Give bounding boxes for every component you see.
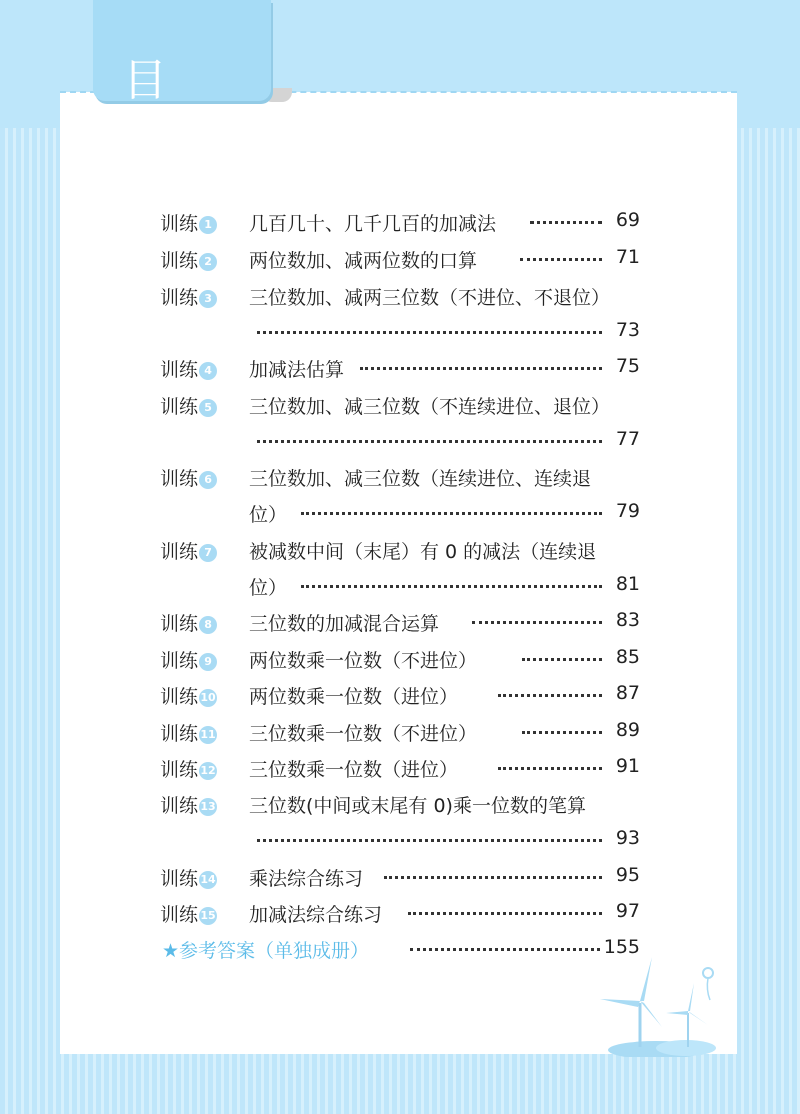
page-number: 85 [615, 646, 640, 668]
answer-key-entry[interactable] [162, 934, 640, 964]
toc-title: 乘法综合练习 [249, 868, 364, 890]
dot-leader [522, 731, 602, 734]
number-badge: 13 [199, 798, 217, 816]
toc-label: 训练 [160, 650, 199, 672]
dot-leader [257, 839, 602, 842]
toc-item-1[interactable] [160, 207, 640, 237]
toc-item-3[interactable] [160, 281, 640, 311]
toc-item-5-cont[interactable] [249, 426, 640, 456]
dot-leader [384, 876, 602, 879]
page-number: 91 [615, 755, 640, 777]
toc-label: 训练 [160, 213, 199, 235]
number-badge: 4 [199, 362, 217, 380]
toc-item-10[interactable] [160, 680, 640, 710]
dot-leader [498, 694, 602, 697]
dot-leader [520, 258, 602, 261]
toc-item-6-cont[interactable] [249, 498, 640, 528]
toc-title: 三位数(中间或末尾有 0)乘一位数的笔算 [249, 795, 586, 817]
toc-title: 三位数乘一位数（不进位） [249, 723, 478, 745]
answer-key-title: ★参考答案（单独成册） [162, 940, 370, 962]
number-badge: 12 [199, 762, 217, 780]
page-number: 79 [615, 500, 640, 522]
toc-label: 训练 [160, 795, 199, 817]
dot-leader [408, 912, 602, 915]
dot-leader [498, 767, 602, 770]
page-title: 目 录 [123, 55, 193, 170]
toc-label: 训练 [160, 686, 199, 708]
dot-leader [530, 221, 602, 224]
number-badge: 3 [199, 290, 217, 308]
toc-item-15[interactable] [160, 898, 640, 928]
page-number: 69 [615, 209, 640, 231]
number-badge: 7 [199, 544, 217, 562]
toc-label: 训练 [160, 868, 199, 890]
number-badge: 5 [199, 399, 217, 417]
dot-leader [257, 440, 602, 443]
page-number: 87 [615, 682, 640, 704]
toc-label: 训练 [160, 468, 199, 490]
toc-item-12[interactable] [160, 753, 640, 783]
page-number: 75 [615, 355, 640, 377]
number-badge: 11 [199, 726, 217, 744]
page-number: 71 [615, 246, 640, 268]
dot-leader [360, 367, 602, 370]
toc-label: 训练 [160, 287, 199, 309]
toc-item-13-cont[interactable] [249, 825, 640, 855]
title-tab [93, 0, 271, 170]
toc-title: 加减法估算 [249, 359, 345, 381]
toc-title: 两位数乘一位数（进位） [249, 686, 459, 708]
toc-item-13[interactable] [160, 789, 640, 819]
page-number: 81 [615, 573, 640, 595]
toc-title: 三位数加、减三位数（连续进位、连续退 [249, 468, 592, 490]
dot-leader [522, 658, 602, 661]
toc-title: 两位数乘一位数（不进位） [249, 650, 478, 672]
dot-leader [472, 621, 602, 624]
number-badge: 8 [199, 616, 217, 634]
page-number: 83 [615, 609, 640, 631]
toc-item-14[interactable] [160, 862, 640, 892]
number-badge: 15 [199, 907, 217, 925]
number-badge: 1 [199, 216, 217, 234]
page-number: 77 [615, 428, 640, 450]
page-number: 73 [615, 319, 640, 341]
toc-item-8[interactable] [160, 607, 640, 637]
toc-label: 训练 [160, 541, 199, 563]
toc-item-7-cont[interactable] [249, 571, 640, 601]
dot-leader [301, 512, 602, 515]
toc-title-cont: 位） [249, 577, 288, 599]
page-number: 97 [615, 900, 640, 922]
wind-turbine-icon [596, 955, 746, 1057]
toc-label: 训练 [160, 723, 199, 745]
toc-title: 几百几十、几千几百的加减法 [249, 213, 497, 235]
toc-label: 训练 [160, 904, 199, 926]
toc-label: 训练 [160, 250, 199, 272]
number-badge: 2 [199, 253, 217, 271]
toc-label: 训练 [160, 359, 199, 381]
toc-item-4[interactable] [160, 353, 640, 383]
toc-title: 三位数的加减混合运算 [249, 613, 440, 635]
toc-item-5[interactable] [160, 390, 640, 420]
toc-item-11[interactable] [160, 717, 640, 747]
number-badge: 14 [199, 871, 217, 889]
page-number: 93 [615, 827, 640, 849]
dot-leader [257, 331, 602, 334]
page-number: 89 [615, 719, 640, 741]
number-badge: 9 [199, 653, 217, 671]
toc-title: 三位数加、减两三位数（不进位、不退位） [249, 287, 611, 309]
toc-item-6[interactable] [160, 462, 640, 492]
toc-label: 训练 [160, 759, 199, 781]
page-number: 95 [615, 864, 640, 886]
toc-title: 两位数加、减两位数的口算 [249, 250, 478, 272]
number-badge: 6 [199, 471, 217, 489]
toc-title: 加减法综合练习 [249, 904, 383, 926]
toc-title: 三位数加、减三位数（不连续进位、退位） [249, 396, 611, 418]
toc-item-7[interactable] [160, 535, 640, 565]
page-number: 155 [603, 936, 640, 958]
toc-label: 训练 [160, 613, 199, 635]
toc-item-3-cont[interactable] [249, 317, 640, 347]
toc-item-9[interactable] [160, 644, 640, 674]
toc-title-cont: 位） [249, 504, 288, 526]
dot-leader [410, 948, 600, 951]
dot-leader [301, 585, 602, 588]
toc-title: 被减数中间（末尾）有 0 的减法（连续退 [249, 541, 597, 563]
toc-item-2[interactable] [160, 244, 640, 274]
toc-title: 三位数乘一位数（进位） [249, 759, 459, 781]
number-badge: 10 [199, 689, 217, 707]
toc-label: 训练 [160, 396, 199, 418]
